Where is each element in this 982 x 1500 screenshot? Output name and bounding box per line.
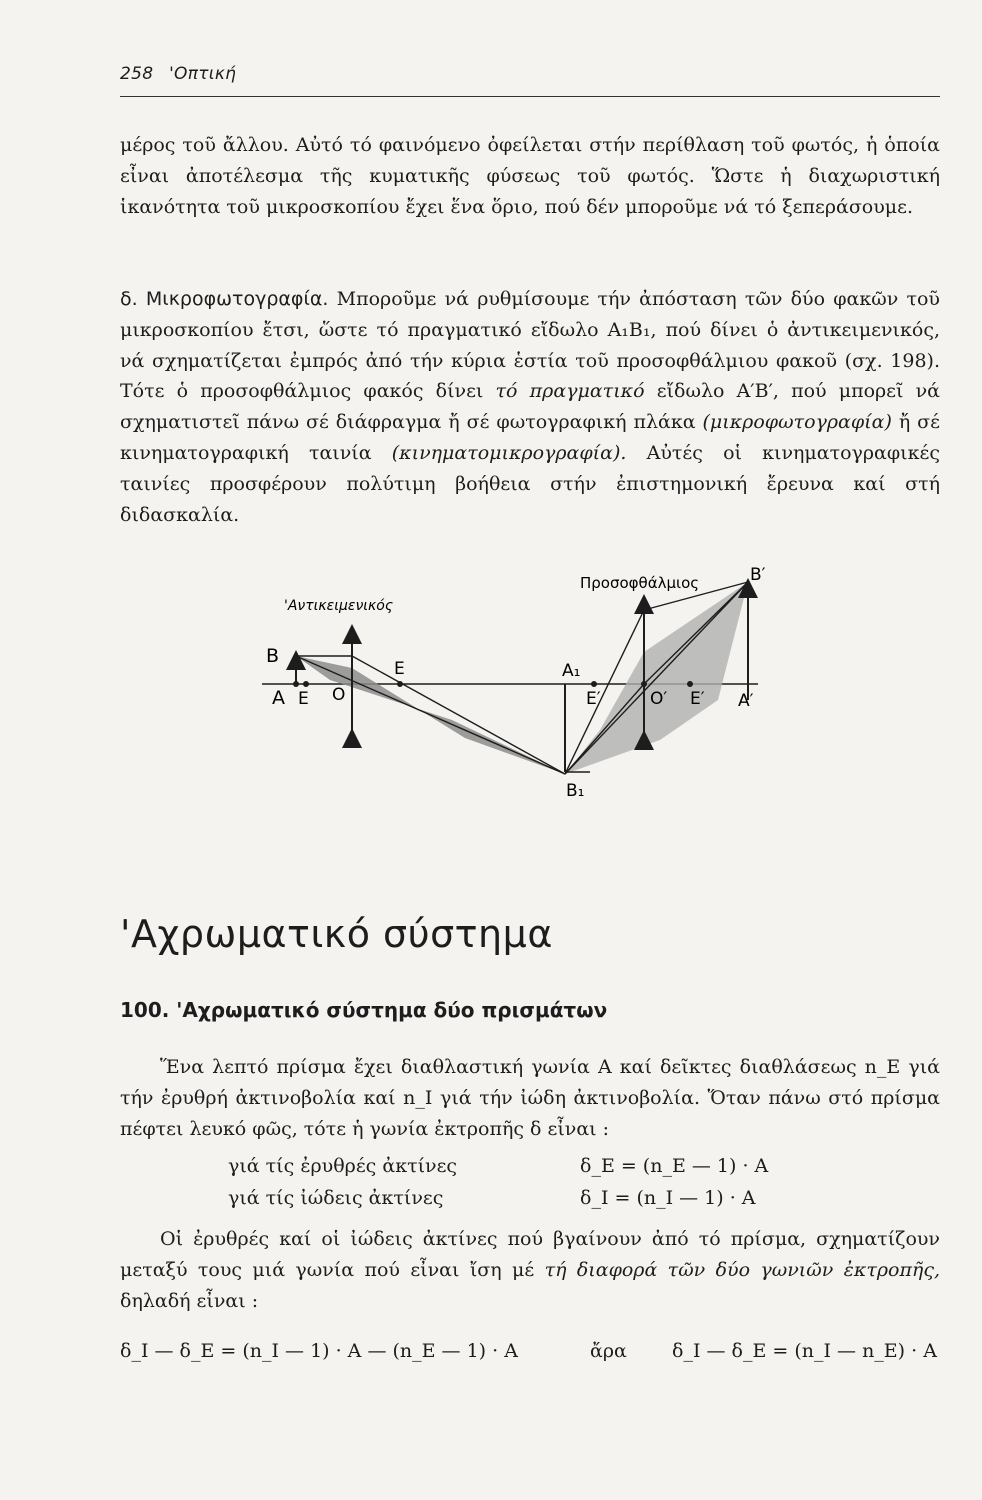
- section-title: 'Αχρωματικό σύστημα: [120, 912, 553, 956]
- label-A-prime: A′: [738, 691, 754, 711]
- label-E-prime: E′: [586, 689, 601, 709]
- para4-italic: τή διαφορά τῶν δύο γωνιῶν ἐκτροπῆς,: [544, 1258, 940, 1281]
- label-E-prime2: E′: [690, 689, 705, 709]
- label-B: B: [266, 645, 280, 667]
- label-E-obj: E: [394, 659, 405, 679]
- label-E-left: E: [298, 689, 309, 709]
- paragraph-prism: Ἕνα λεπτό πρίσμα ἔχει διαθλαστική γωνία A καί δεῖκτες διαθλάσεως n_E γιά τήν ἐρυθρή ἀκτινοβολία καί n_I γιά τήν ἰώδη ἀκτινοβολία. Ὅταν πάνω στό πρίσμα πέφτει λευκό φῶς, τότε ἡ γωνία ἐκτροπῆς δ εἶναι :: [120, 1056, 940, 1140]
- formula-red-label: γιά τίς ἐρυθρές ἀκτίνες: [228, 1155, 458, 1177]
- label-O-prime: O′: [650, 689, 668, 709]
- para2-italic-b: τό πραγματικό: [495, 380, 645, 403]
- label-A1: A₁: [562, 661, 581, 681]
- label-A: A: [272, 687, 285, 709]
- para4-end: δηλαδή εἶναι :: [120, 1289, 259, 1312]
- final-equation-right: δ_I — δ_E = (n_I — n_E) · A: [672, 1340, 937, 1362]
- section-heading-microphotography: δ. Μικροφωτογραφία.: [120, 288, 329, 310]
- header-title: 'Οπτική: [169, 64, 237, 84]
- label-eyepiece: Προσοφθάλμιος: [580, 574, 700, 592]
- paragraph-dispersion: [120, 1224, 940, 1316]
- para2-text-e: ἤ σέ κινηματογραφική ταινία: [120, 411, 940, 464]
- para2-text-c: εἴδωλο A′B′, πού μπορεῖ νά σχηματιστεῖ πάνω σέ διάφραγμα ἤ σέ φωτογραφική πλάκα: [120, 380, 941, 434]
- paragraph-diffraction: μέρος τοῦ ἄλλου. Αὐτό τό φαινόμενο ὀφείλεται στήν περίθλαση τοῦ φωτός, ἡ ὁποία εἶναι ἀποτέλεσμα τῆς κυματικῆς φύσεως τοῦ φωτός. Ὥστε ἡ διαχωριστική ἱκανότητα τοῦ μικροσκοπίου ἔχει ἕνα ὅριο, πού δέν μποροῦμε νά τό ξεπεράσουμε.: [120, 134, 940, 218]
- label-objective: 'Αντικειμενικός: [284, 598, 394, 614]
- final-equation-left: δ_I — δ_E = (n_I — 1) · A — (n_E — 1) · A: [120, 1340, 518, 1362]
- formula-red-expr: δ_E = (n_E — 1) · A: [580, 1155, 769, 1177]
- page-number: 258: [120, 64, 154, 84]
- formula-violet-expr: δ_I = (n_I — 1) · A: [580, 1187, 756, 1209]
- para2-text-a: Μποροῦμε νά ρυθμίσουμε τήν ἀπόσταση τῶν δύο φακῶν τοῦ μικροσκοπίου ἔτσι, ὥστε τό πραγματικό εἴδωλο A₁B₁, πού δίνει ὁ ἀντικειμενικός, νά σχηματίζεται ἐμπρός ἀπό τήν κύρια ἑστία τοῦ προσοφθάλμιου φακοῦ (σχ. 198). Τότε ὁ προσοφθάλμιος φακός δίνει: [120, 288, 940, 403]
- para4-text: Οἱ ἐρυθρές καί οἱ ἰώδεις ἀκτίνες πού βγαίνουν ἀπό τό πρίσμα, σχηματίζουν μεταξύ τους μιά γωνία πού εἶναι ἴση μέ: [120, 1228, 940, 1281]
- para2-italic-d: (μικροφωτογραφία): [702, 411, 892, 434]
- subsection-title: 100. 'Αχρωματικό σύστημα δύο πρισμάτων: [120, 998, 608, 1022]
- para2-text-g: Αὐτές οἱ κινηματογραφικές ταινίες προσφέρουν πολύτιμη βοήθεια στήν ἐπιστημονική ἔρευνα καί στή διδασκαλία.: [120, 441, 940, 526]
- label-B1: B₁: [566, 781, 585, 801]
- label-B-prime: B′: [750, 565, 766, 585]
- label-O: O: [332, 685, 346, 705]
- final-equation-word: ἄρα: [590, 1340, 627, 1362]
- formula-violet-label: γιά τίς ἰώδεις ἀκτίνες: [228, 1187, 444, 1209]
- para2-italic-f: (κινηματομικρογραφία).: [391, 441, 627, 464]
